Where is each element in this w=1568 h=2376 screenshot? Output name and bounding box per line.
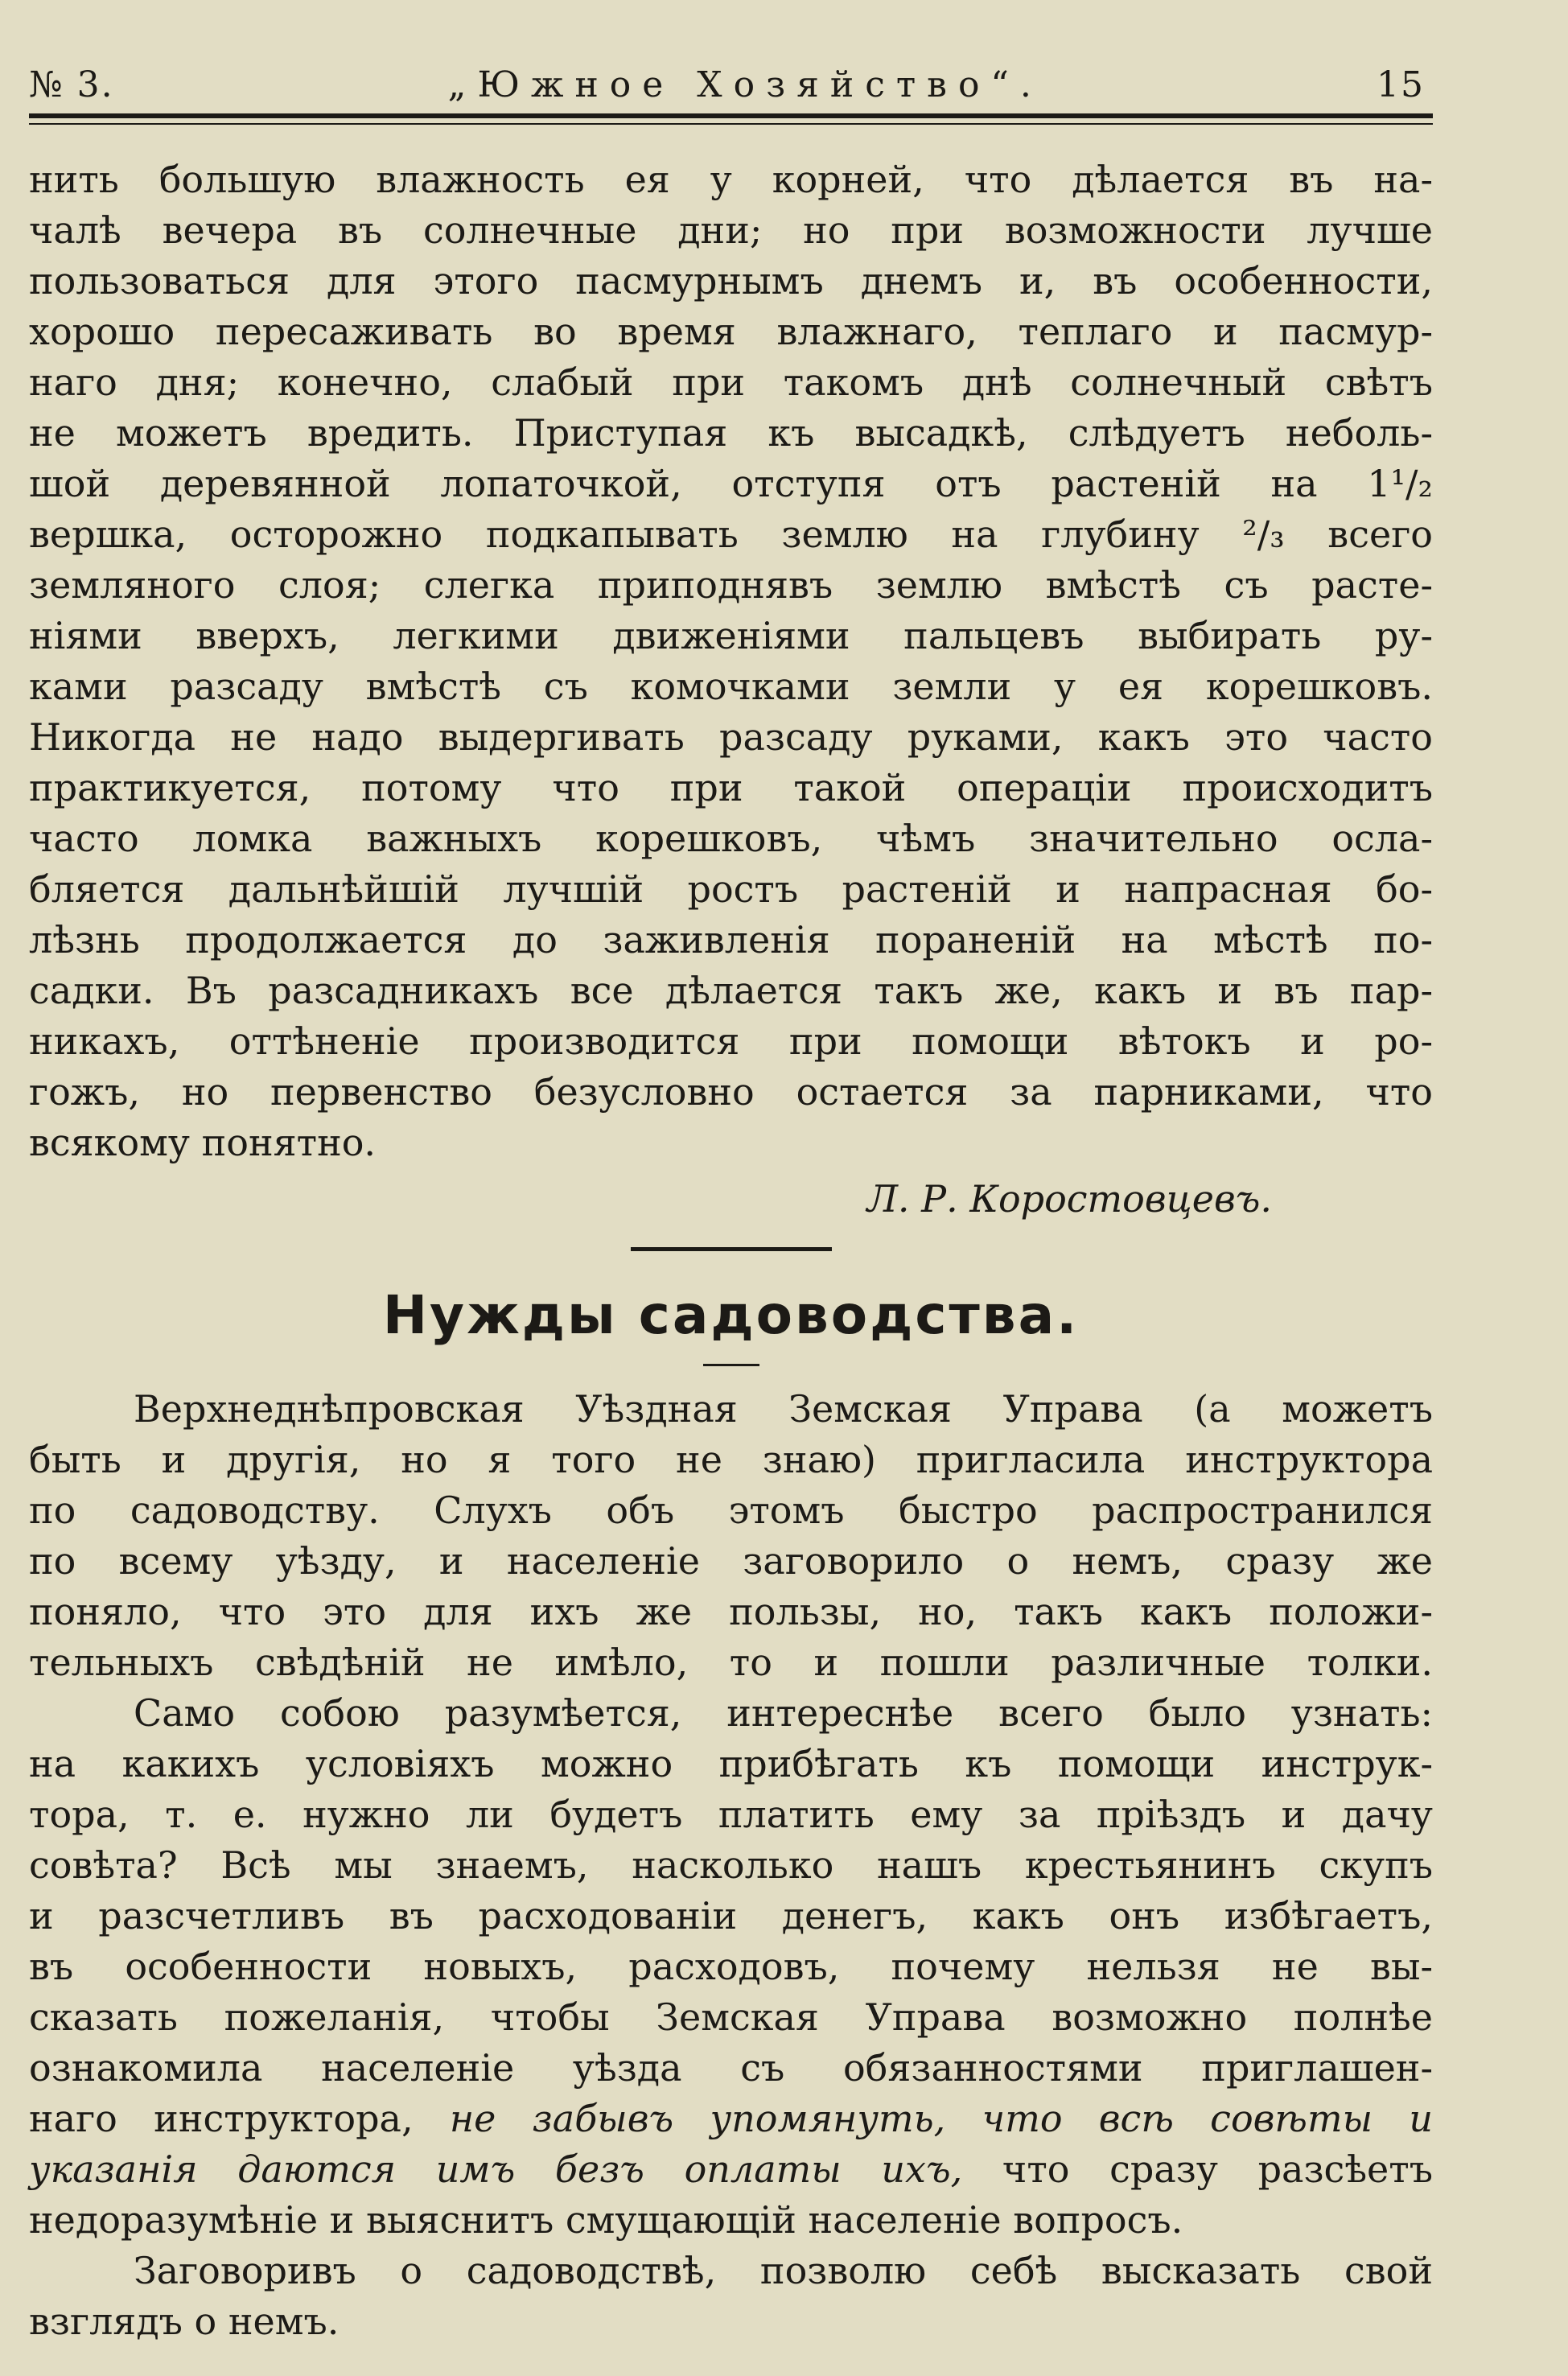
text-line: шой деревянной лопаточкой, отступя отъ растеній на 1¹/₂ [29,462,1433,505]
text-line [29,2094,1433,2144]
text-line: пользоваться для этого пасмурнымъ днемъ и, въ особенности, [29,259,1433,303]
text-line: ознакомила населеніе уѣзда съ обязанностями приглашен- [29,2046,1433,2090]
text-line: Заговоривъ о садоводствѣ, позволю себѣ высказать свой [134,2249,1433,2292]
text-line: нить большую влажность ея у корней, что дѣлается въ на- [29,158,1433,201]
text-line: поняло, что это для ихъ же пользы, но, такъ какъ положи- [29,1590,1433,1633]
text-line: въ особенности новыхъ, расходовъ, почему нельзя не вы- [29,1945,1433,1988]
header-rule-thick [29,113,1433,118]
text-line: ніями вверхъ, легкими движеніями пальцевъ выбирать ру- [29,614,1433,657]
issue-number: № 3. [29,64,114,105]
paragraph-3 [29,2246,1433,2347]
text-line: хорошо пересаживать во время влажнаго, теплаго и пасмур- [29,310,1433,353]
italic-text-span: указанія даются имъ безъ оплаты ихъ, [29,2147,963,2191]
text-line: часто ломка важныхъ корешковъ, чѣмъ значительно осла- [29,817,1433,860]
text-line: садки. Въ разсадникахъ все дѣлается такъ же, какъ и въ пар- [29,969,1433,1012]
text-span: что сразу разсѣетъ [1002,2147,1433,2191]
text-line: сказать пожеланія, чтобы Земская Управа возможно полнѣе [29,1995,1433,2039]
text-line: наго дня; конечно, слабый при такомъ днѣ солнечный свѣтъ [29,360,1433,404]
text-line: вершка, осторожно подкапывать землю на глубину ²/₃ всего [29,513,1433,556]
journal-title: „Южное Хозяйство“. [447,64,1043,105]
text-line: Само собою разумѣется, интереснѣе всего было узнать: [134,1691,1433,1735]
text-line: никахъ, оттѣненіе производится при помощи вѣтокъ и ро- [29,1019,1433,1063]
page-number: 15 [1376,64,1425,105]
section-divider [631,1247,832,1251]
header-rule-thin [29,123,1433,125]
text-line: тора, т. е. нужно ли будетъ платить ему за пріѣздъ и дачу [29,1793,1433,1836]
section-title: Нужды садоводства. [382,1284,1080,1346]
paragraph-1 [29,1384,1433,1688]
text-line: Никогда не надо выдергивать разсаду руками, какъ это часто [29,715,1433,759]
text-line: недоразумѣніе и выяснитъ смущающій населеніе вопросъ. [29,2198,1183,2242]
author-signature: Л. Р. Коростовцевъ. [866,1177,1272,1221]
text-line: тельныхъ свѣдѣній не имѣло, то и пошли различные толки. [29,1641,1433,1684]
text-line: не можетъ вредить. Приступая къ высадкѣ, слѣдуетъ неболь- [29,411,1433,455]
text-line [29,2144,1433,2195]
italic-text-span: не забывъ упомянуть, что всѣ совѣты и [449,2097,1433,2140]
page-content [29,154,1433,2347]
page-header [29,56,1433,113]
text-line: практикуется, потому что при такой операціи происходитъ [29,766,1433,809]
text-line: и разсчетливъ въ расходованіи денегъ, какъ онъ избѣгаетъ, [29,1894,1433,1937]
text-line: ками разсаду вмѣстѣ съ комочками земли у ея корешковъ. [29,665,1433,708]
text-line: Верхнеднѣпровская Уѣздная Земская Управа (а можетъ [134,1387,1433,1431]
text-line: гожъ, но первенство безусловно остается за парниками, что [29,1070,1433,1114]
text-line: по садоводству. Слухъ объ этомъ быстро распространился [29,1489,1433,1532]
text-line: всякому понятно. [29,1121,377,1164]
article-continuation [29,154,1433,1229]
title-ornament [703,1364,759,1366]
text-span: наго инструктора, [29,2097,414,2140]
text-line: бляется дальнѣйшій лучшій ростъ растеній и напрасная бо- [29,867,1433,911]
text-line: чалѣ вечера въ солнечные дни; но при возможности лучше [29,208,1433,252]
text-line: совѣта? Всѣ мы знаемъ, насколько нашъ крестьянинъ скупъ [29,1843,1433,1887]
text-line: взглядъ о немъ. [29,2300,340,2343]
text-line: быть и другія, но я того не знаю) пригласила инструктора [29,1438,1433,1481]
text-line: на какихъ условіяхъ можно прибѣгать къ помощи инструк- [29,1742,1433,1785]
text-line: по всему уѣзду, и населеніе заговорило о немъ, сразу же [29,1539,1433,1583]
paragraph-2 [29,1688,1433,2246]
text-line: земляного слоя; слегка приподнявъ землю вмѣстѣ съ расте- [29,563,1433,607]
text-line: лѣзнь продолжается до заживленія пораненій на мѣстѣ по- [29,918,1433,962]
